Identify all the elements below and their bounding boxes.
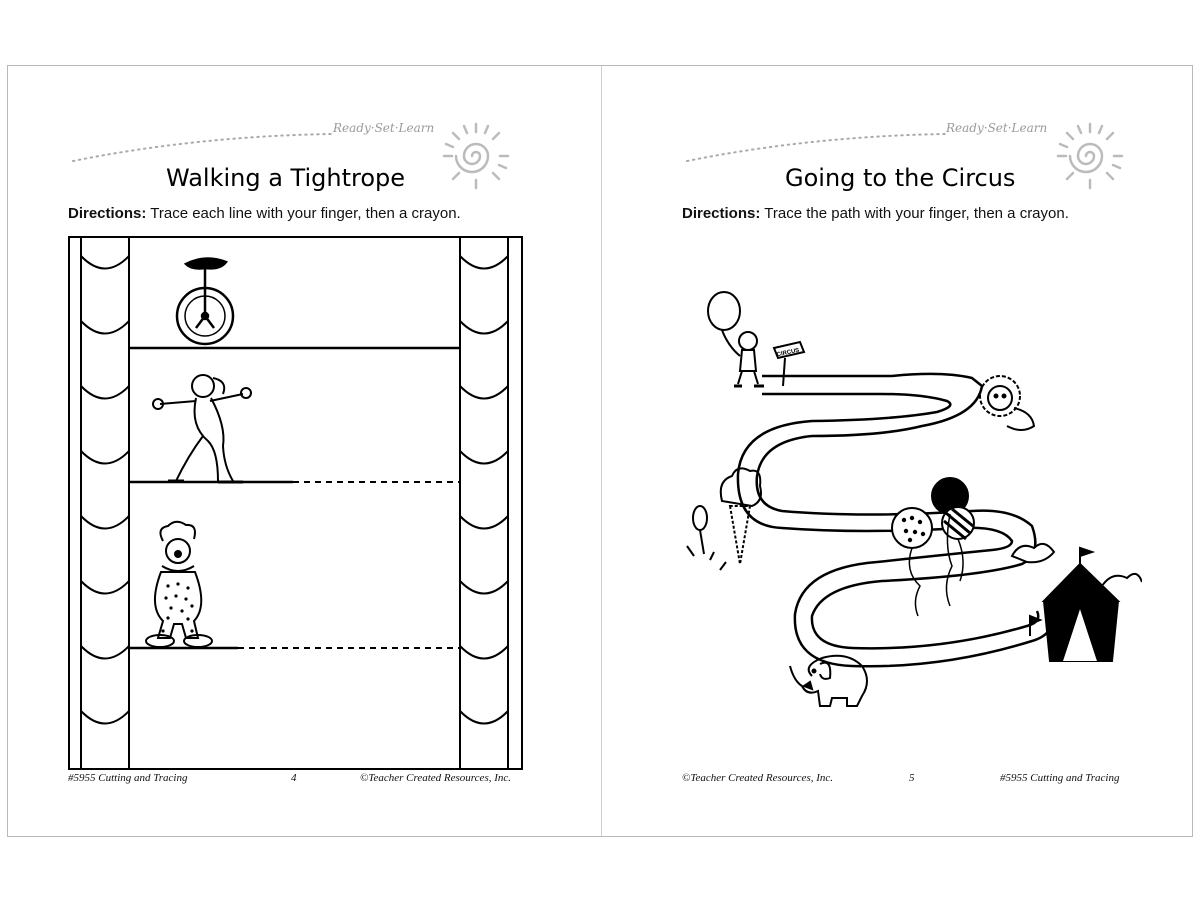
directions bbox=[682, 205, 1069, 222]
balloons-icon bbox=[892, 478, 974, 616]
decorative-dotted-arc bbox=[68, 126, 338, 166]
directions-text: Trace the path with your finger, then a crayon. bbox=[764, 205, 1069, 222]
brand-label: Ready·Set·Learn bbox=[946, 121, 1048, 135]
footer-page-number: 5 bbox=[909, 772, 915, 784]
decorative-dotted-arc bbox=[682, 126, 952, 166]
popcorn-and-treats-icon bbox=[687, 468, 761, 570]
sun-icon bbox=[1050, 116, 1130, 196]
circus-tent-icon bbox=[1012, 544, 1142, 661]
right-page bbox=[602, 66, 1194, 836]
boy-with-balloon-icon bbox=[708, 292, 764, 386]
book-spread bbox=[7, 65, 1193, 837]
footer-left: ©Teacher Created Resources, Inc. bbox=[682, 772, 834, 784]
footer-right: #5955 Cutting and Tracing bbox=[1000, 772, 1120, 784]
circus-sign-label: CIRCUS bbox=[776, 347, 801, 359]
unicycle-icon bbox=[177, 258, 233, 344]
circus-sign-icon bbox=[774, 342, 804, 386]
left-curtain bbox=[81, 236, 129, 769]
directions-label: Directions: bbox=[68, 205, 147, 222]
page-title: Going to the Circus bbox=[785, 164, 1016, 192]
directions-label: Directions: bbox=[682, 205, 761, 222]
directions-text: Trace each line with your finger, then a crayon. bbox=[150, 205, 461, 222]
page-title: Walking a Tightrope bbox=[166, 164, 406, 192]
footer-left: #5955 Cutting and Tracing bbox=[68, 772, 188, 784]
brand-label: Ready·Set·Learn bbox=[333, 121, 435, 135]
footer-right: ©Teacher Created Resources, Inc. bbox=[360, 772, 512, 784]
sun-icon bbox=[436, 116, 516, 196]
elephant-icon bbox=[790, 656, 867, 706]
left-page bbox=[8, 66, 600, 836]
tightrope-worksheet bbox=[68, 236, 523, 771]
girl-acrobat-icon bbox=[153, 375, 251, 482]
footer-page-number: 4 bbox=[291, 772, 297, 784]
lion-icon bbox=[980, 376, 1034, 430]
clown-icon bbox=[146, 522, 212, 647]
right-curtain bbox=[460, 237, 508, 769]
directions bbox=[68, 205, 461, 222]
circus-path-worksheet bbox=[682, 286, 1142, 726]
